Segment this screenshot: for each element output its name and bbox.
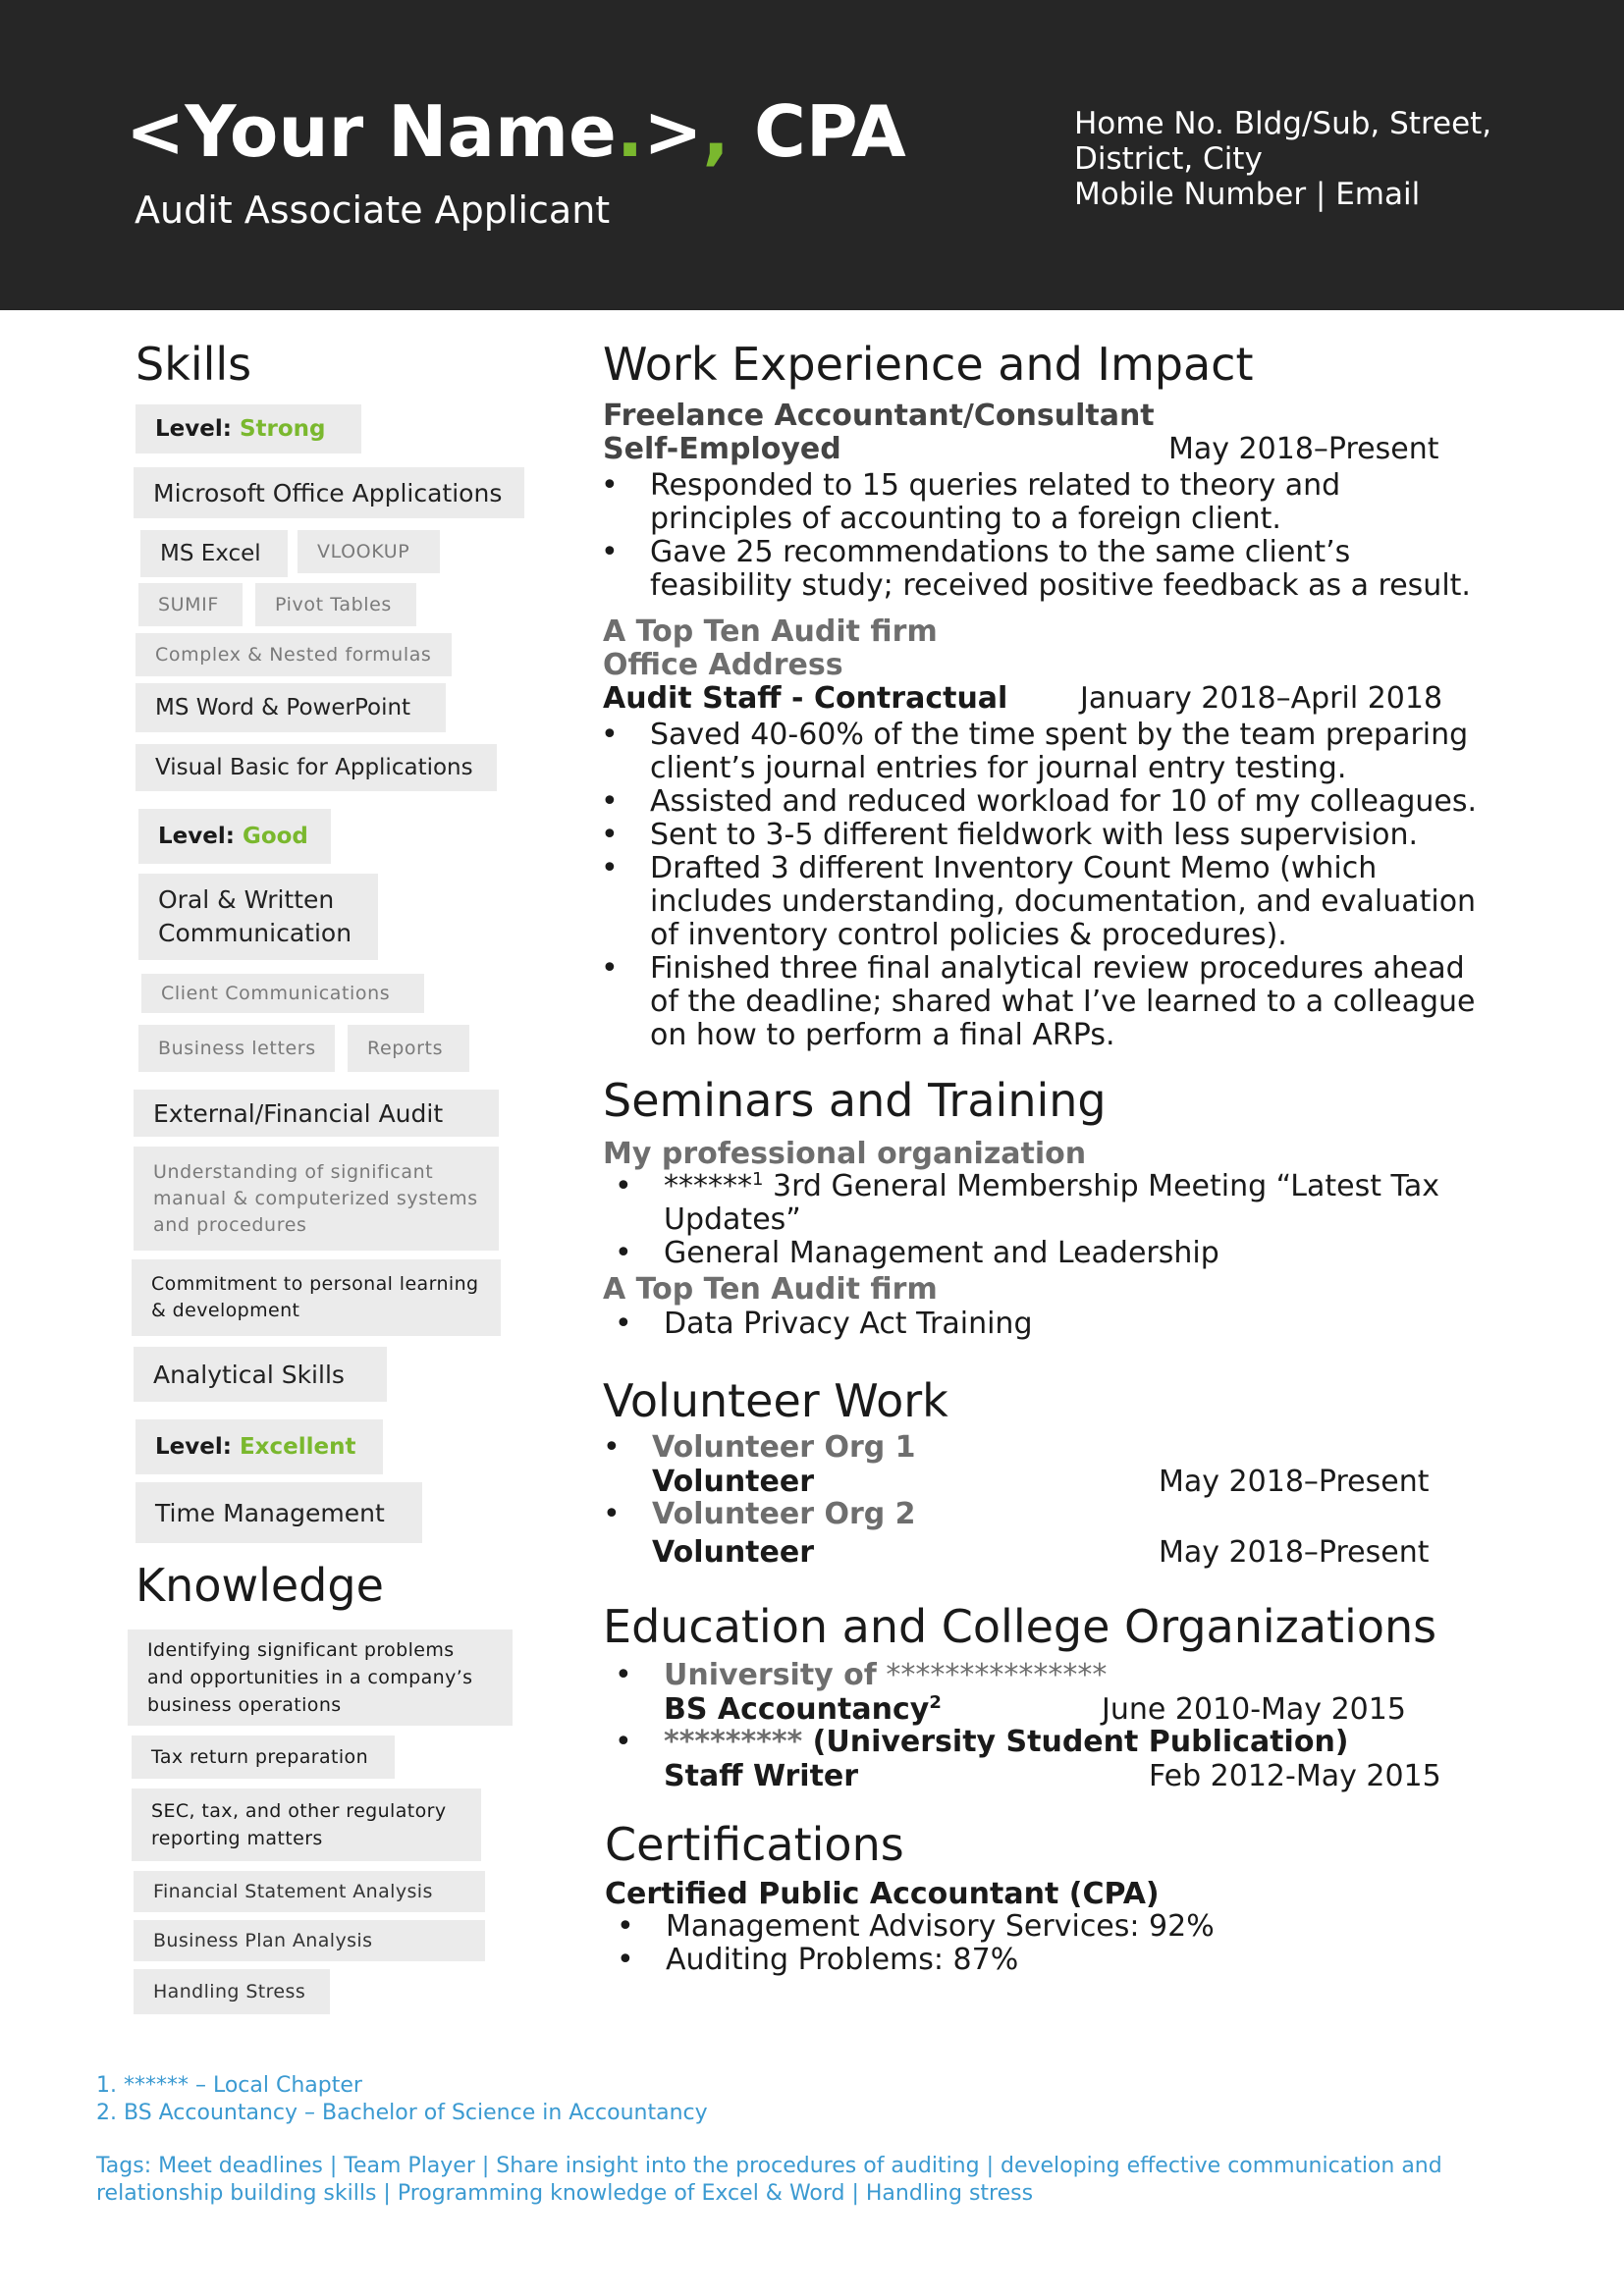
bullet-icon: • xyxy=(601,535,619,569)
volunteer-org: Volunteer Org 1 xyxy=(652,1430,916,1465)
knowledge-tag: Financial Statement Analysis xyxy=(134,1871,485,1912)
bullet-icon: • xyxy=(601,784,619,819)
seminars-heading: Seminars and Training xyxy=(603,1074,1107,1127)
contact-address-line-2: District, City xyxy=(1074,141,1263,177)
skill-tag-line: and procedures xyxy=(153,1213,307,1236)
skill-tag-commitment xyxy=(132,1259,501,1336)
seminar-item xyxy=(615,1237,1479,1270)
skill-level-excellent: Level: Excellent xyxy=(135,1419,383,1474)
job1-employer: Self-Employed xyxy=(603,432,841,466)
bullet-icon: • xyxy=(615,1169,632,1203)
knowledge-tag-line: SEC, tax, and other regulatory xyxy=(151,1800,447,1822)
skill-tag: Complex & Nested formulas xyxy=(135,633,452,676)
certification-item-text: Auditing Problems: 87% xyxy=(666,1943,1019,1977)
knowledge-tag: Tax return preparation xyxy=(132,1735,395,1779)
bullet-icon: • xyxy=(601,718,619,752)
job2-bullet-text: Finished three final analytical review procedures ahead of the deadline; shared what I’ve learned to a colleague on how to perform a final ARPs. xyxy=(650,951,1476,1052)
bullet-icon: • xyxy=(615,1236,632,1270)
candidate-name: <Your Name.>, CPA xyxy=(126,90,906,173)
tags-line: relationship building skills | Programming knowledge of Excel & Word | Handling stress xyxy=(96,2181,1034,2206)
job2-firm: A Top Ten Audit firm xyxy=(603,614,938,649)
skill-tag: MS Word & PowerPoint xyxy=(135,683,446,732)
skill-tag-line: Oral & Written xyxy=(158,885,335,914)
bullet-icon: • xyxy=(603,1497,621,1531)
certification-item xyxy=(617,1944,1481,1977)
education-heading: Education and College Organizations xyxy=(603,1600,1437,1653)
job1-dates: May 2018–Present xyxy=(1168,432,1439,466)
volunteer-dates: May 2018–Present xyxy=(1159,1535,1430,1570)
bullet-icon: • xyxy=(615,1725,632,1759)
footnote: 1. ****** – Local Chapter xyxy=(96,2073,362,2098)
knowledge-tag: Business Plan Analysis xyxy=(134,1920,485,1961)
volunteer-entry xyxy=(603,1498,1487,1531)
seminar-item-text: ******$^1$ 3rd General Membership Meeting “Latest Tax Updates” xyxy=(664,1169,1440,1237)
skill-tag-line: Communication xyxy=(158,919,352,947)
knowledge-heading: Knowledge xyxy=(135,1559,384,1612)
volunteer-heading: Volunteer Work xyxy=(603,1374,948,1427)
bullet-icon: • xyxy=(601,818,619,852)
skill-tag: Analytical Skills xyxy=(134,1347,387,1402)
skill-tag: Pivot Tables xyxy=(255,583,416,626)
skill-tag: Client Communications xyxy=(141,974,424,1013)
job2-dates: January 2018–April 2018 xyxy=(1080,681,1443,716)
seminar-item xyxy=(615,1308,1479,1341)
skill-level-good: Level: Good xyxy=(138,809,331,864)
job2-address: Office Address xyxy=(603,648,843,682)
seminar-org-2: A Top Ten Audit firm xyxy=(603,1272,938,1307)
job2-bullet xyxy=(601,719,1485,785)
skill-tag: Reports xyxy=(348,1025,469,1072)
volunteer-dates: May 2018–Present xyxy=(1159,1465,1430,1499)
bullet-icon: • xyxy=(615,1658,632,1692)
skill-tag: Microsoft Office Applications xyxy=(134,467,524,518)
certification-title: Certified Public Accountant (CPA) xyxy=(605,1877,1160,1911)
volunteer-role: Volunteer xyxy=(652,1465,815,1499)
skill-tag-line: Commitment to personal learning xyxy=(151,1273,479,1295)
job1-title: Freelance Accountant/Consultant xyxy=(603,399,1155,433)
work-heading: Work Experience and Impact xyxy=(603,338,1254,391)
bullet-icon: • xyxy=(601,951,619,986)
contact-phone-email: Mobile Number | Email xyxy=(1074,177,1421,212)
skill-tag: VLOOKUP xyxy=(298,530,440,573)
knowledge-tag: Handling Stress xyxy=(134,1969,330,2014)
job2-bullet xyxy=(601,852,1485,952)
job1-bullet-text: Gave 25 recommendations to the same client’s feasibility study; received positive feedback as a result. xyxy=(650,535,1471,603)
skill-tag: Time Management xyxy=(135,1482,422,1543)
certifications-heading: Certifications xyxy=(605,1818,904,1871)
education-entry xyxy=(615,1726,1498,1759)
volunteer-role: Volunteer xyxy=(652,1535,815,1570)
skill-tag: MS Excel xyxy=(140,530,288,577)
seminar-item xyxy=(615,1170,1479,1237)
skill-tag: Visual Basic for Applications xyxy=(135,744,497,791)
contact-address-line-1: Home No. Bldg/Sub, Street, xyxy=(1074,106,1492,141)
skill-tag-oral-written xyxy=(138,874,378,960)
job2-bullet-text: Assisted and reduced workload for 10 of my colleagues. xyxy=(650,784,1477,819)
certification-item-text: Management Advisory Services: 92% xyxy=(666,1909,1215,1944)
job2-bullet-text: Saved 40-60% of the time spent by the team preparing client’s journal entries for journal entry testing. xyxy=(650,718,1469,785)
skill-tag: Business letters xyxy=(138,1025,335,1072)
contact-block xyxy=(1074,106,1491,212)
bullet-icon: • xyxy=(617,1909,634,1944)
education-degree-dates: June 2010-May 2015 xyxy=(1102,1692,1406,1727)
skill-tag-line: manual & computerized systems xyxy=(153,1187,478,1209)
knowledge-tag-line: Identifying significant problems xyxy=(147,1639,455,1661)
bullet-icon: • xyxy=(601,468,619,503)
job2-bullet-text: Drafted 3 different Inventory Count Memo (which includes understanding, documentation, and evaluation of inventory control policies & procedures). xyxy=(650,851,1477,952)
education-school: University of *************** xyxy=(664,1658,1108,1692)
footnote: 2. BS Accountancy – Bachelor of Science in Accountancy xyxy=(96,2101,708,2125)
skill-tag: SUMIF xyxy=(138,583,243,626)
knowledge-tag-identifying xyxy=(128,1629,513,1726)
skill-tag-line: Understanding of significant xyxy=(153,1160,434,1183)
seminar-item-text: General Management and Leadership xyxy=(664,1236,1219,1270)
bullet-icon: • xyxy=(603,1430,621,1465)
volunteer-entry xyxy=(603,1431,1487,1465)
skill-level-strong: Level: Strong xyxy=(135,404,361,454)
job1-bullet-text: Responded to 15 queries related to theory and principles of accounting to a foreign client. xyxy=(650,468,1341,536)
job1-bullet xyxy=(601,536,1485,603)
job2-bullet xyxy=(601,952,1485,1052)
header-banner xyxy=(0,0,1624,310)
bullet-icon: • xyxy=(601,851,619,885)
job2-bullet-text: Sent to 3-5 different fieldwork with less supervision. xyxy=(650,818,1419,852)
seminar-org-1: My professional organization xyxy=(603,1137,1087,1171)
knowledge-tag-sec xyxy=(132,1789,481,1861)
education-entry xyxy=(615,1659,1498,1692)
bullet-icon: • xyxy=(615,1307,632,1341)
education-pub-dates: Feb 2012-May 2015 xyxy=(1149,1759,1441,1793)
education-pub-role: Staff Writer xyxy=(664,1759,859,1793)
skill-tag-line: & development xyxy=(151,1300,300,1321)
job1-bullet xyxy=(601,469,1485,536)
education-publication: ********* (University Student Publication) xyxy=(664,1725,1349,1759)
tags-line: Tags: Meet deadlines | Team Player | Share insight into the procedures of auditing | developing effective communication and xyxy=(96,2154,1442,2178)
skills-heading: Skills xyxy=(135,338,252,391)
education-degree: BS Accountancy$^2$ xyxy=(664,1692,942,1727)
volunteer-org: Volunteer Org 2 xyxy=(652,1497,916,1531)
job-target: Audit Associate Applicant xyxy=(135,188,611,232)
seminar-item-text: Data Privacy Act Training xyxy=(664,1307,1033,1341)
knowledge-tag-line: reporting matters xyxy=(151,1828,323,1849)
certification-item xyxy=(617,1910,1481,1944)
job2-title: Audit Staff - Contractual xyxy=(603,681,1008,716)
skill-tag: External/Financial Audit xyxy=(134,1090,499,1137)
knowledge-tag-line: and opportunities in a company’s xyxy=(147,1667,473,1688)
skill-tag-understanding xyxy=(134,1147,499,1251)
knowledge-tag-line: business operations xyxy=(147,1694,342,1716)
job2-bullet xyxy=(601,785,1485,819)
job2-bullet xyxy=(601,819,1485,852)
bullet-icon: • xyxy=(617,1943,634,1977)
